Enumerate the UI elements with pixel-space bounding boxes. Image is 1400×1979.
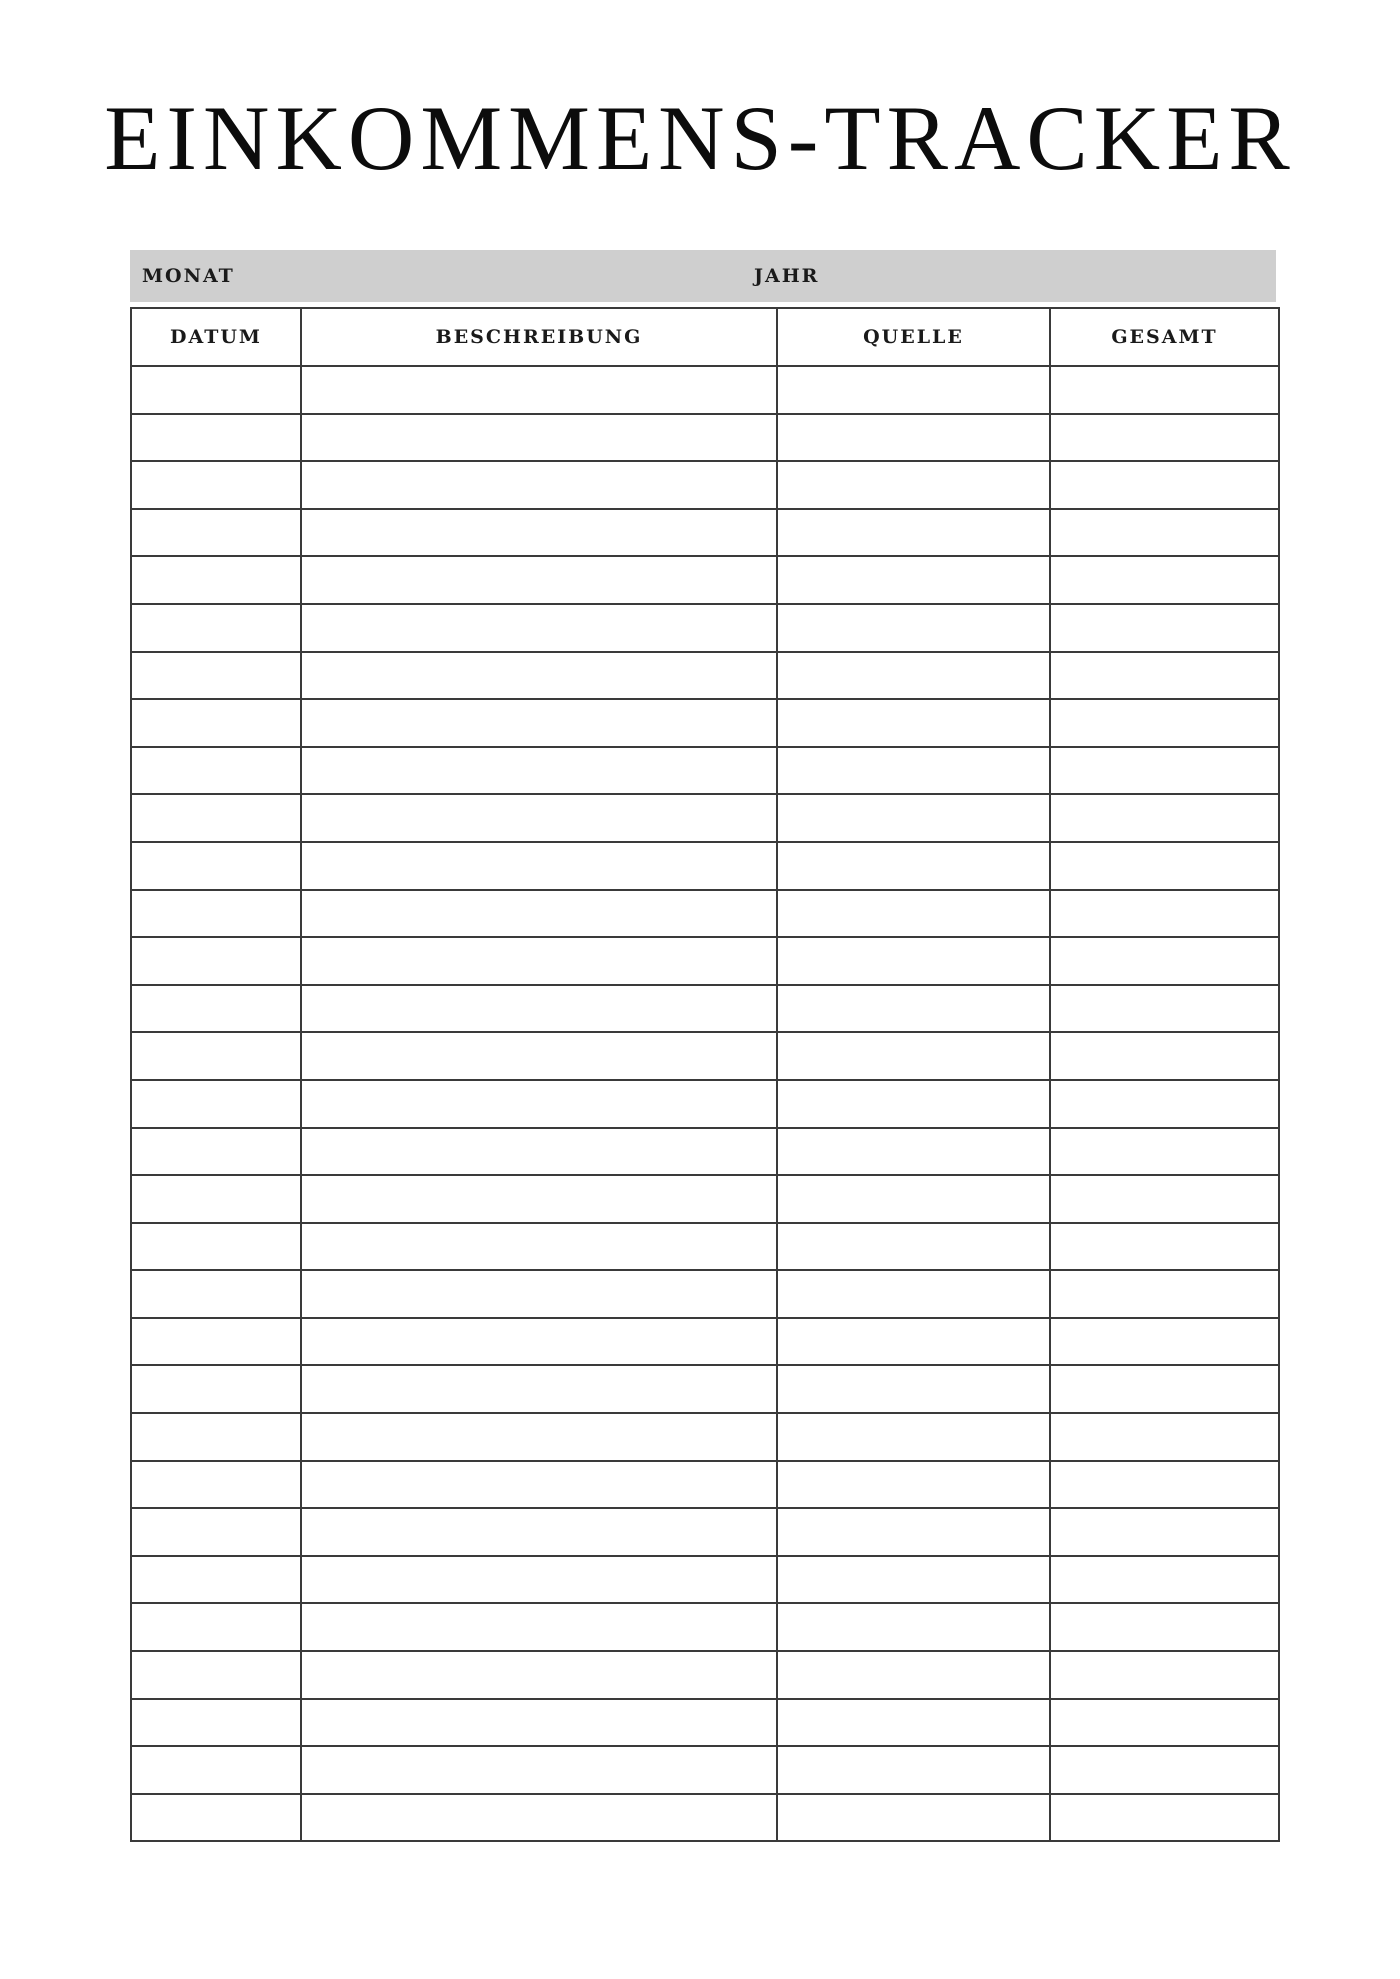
gesamt-cell[interactable]	[1050, 1413, 1279, 1461]
gesamt-cell[interactable]	[1050, 1603, 1279, 1651]
gesamt-cell[interactable]	[1050, 1746, 1279, 1794]
column-header-gesamt: GESAMT	[1050, 308, 1279, 366]
beschreibung-cell[interactable]	[301, 1508, 777, 1556]
quelle-cell[interactable]	[777, 1556, 1050, 1604]
datum-cell[interactable]	[131, 937, 301, 985]
column-header-quelle: QUELLE	[777, 308, 1050, 366]
table-row	[131, 1556, 1279, 1604]
beschreibung-cell[interactable]	[301, 794, 777, 842]
quelle-cell[interactable]	[777, 1794, 1050, 1842]
beschreibung-cell[interactable]	[301, 937, 777, 985]
beschreibung-cell[interactable]	[301, 1556, 777, 1604]
gesamt-cell[interactable]	[1050, 1080, 1279, 1128]
datum-cell[interactable]	[131, 1365, 301, 1413]
gesamt-cell[interactable]	[1050, 794, 1279, 842]
quelle-cell[interactable]	[777, 1699, 1050, 1747]
table-body	[131, 366, 1279, 1841]
table-row	[131, 414, 1279, 462]
quelle-cell[interactable]	[777, 1746, 1050, 1794]
quelle-cell[interactable]	[777, 1365, 1050, 1413]
gesamt-cell[interactable]	[1050, 556, 1279, 604]
quelle-cell[interactable]	[777, 890, 1050, 938]
gesamt-cell[interactable]	[1050, 985, 1279, 1033]
quelle-cell[interactable]	[777, 985, 1050, 1033]
table-row	[131, 747, 1279, 795]
beschreibung-cell[interactable]	[301, 1318, 777, 1366]
datum-cell[interactable]	[131, 414, 301, 462]
gesamt-cell[interactable]	[1050, 1508, 1279, 1556]
gesamt-cell[interactable]	[1050, 1794, 1279, 1842]
datum-cell[interactable]	[131, 1080, 301, 1128]
table-row	[131, 1175, 1279, 1223]
datum-cell[interactable]	[131, 699, 301, 747]
quelle-cell[interactable]	[777, 1032, 1050, 1080]
table-row	[131, 556, 1279, 604]
datum-cell[interactable]	[131, 747, 301, 795]
table-row	[131, 366, 1279, 414]
year-label: JAHR	[754, 265, 820, 287]
beschreibung-cell[interactable]	[301, 1080, 777, 1128]
beschreibung-cell[interactable]	[301, 461, 777, 509]
table-row	[131, 1032, 1279, 1080]
table-row	[131, 937, 1279, 985]
table-row	[131, 1365, 1279, 1413]
datum-cell[interactable]	[131, 1794, 301, 1842]
datum-cell[interactable]	[131, 1651, 301, 1699]
datum-cell[interactable]	[131, 1461, 301, 1509]
gesamt-cell[interactable]	[1050, 1128, 1279, 1176]
month-year-bar	[130, 250, 1276, 302]
datum-cell[interactable]	[131, 985, 301, 1033]
table-row	[131, 1270, 1279, 1318]
month-label: MONAT	[142, 265, 235, 287]
quelle-cell[interactable]	[777, 1318, 1050, 1366]
datum-cell[interactable]	[131, 794, 301, 842]
table-row	[131, 794, 1279, 842]
gesamt-cell[interactable]	[1050, 1270, 1279, 1318]
page-title: EINKOMMENS-TRACKER	[104, 87, 1296, 189]
quelle-cell[interactable]	[777, 509, 1050, 557]
table-row	[131, 842, 1279, 890]
gesamt-cell[interactable]	[1050, 1032, 1279, 1080]
quelle-cell[interactable]	[777, 1175, 1050, 1223]
table-row	[131, 1794, 1279, 1842]
beschreibung-cell[interactable]	[301, 699, 777, 747]
datum-cell[interactable]	[131, 461, 301, 509]
quelle-cell[interactable]	[777, 1223, 1050, 1271]
gesamt-cell[interactable]	[1050, 842, 1279, 890]
datum-cell[interactable]	[131, 652, 301, 700]
beschreibung-cell[interactable]	[301, 509, 777, 557]
table-row	[131, 890, 1279, 938]
table-row	[131, 652, 1279, 700]
beschreibung-cell[interactable]	[301, 1128, 777, 1176]
table-row	[131, 1413, 1279, 1461]
quelle-cell[interactable]	[777, 1270, 1050, 1318]
table-row	[131, 985, 1279, 1033]
beschreibung-cell[interactable]	[301, 1223, 777, 1271]
beschreibung-cell[interactable]	[301, 1746, 777, 1794]
datum-cell[interactable]	[131, 1128, 301, 1176]
gesamt-cell[interactable]	[1050, 652, 1279, 700]
gesamt-cell[interactable]	[1050, 366, 1279, 414]
gesamt-cell[interactable]	[1050, 1651, 1279, 1699]
table-row	[131, 1508, 1279, 1556]
beschreibung-cell[interactable]	[301, 1032, 777, 1080]
quelle-cell[interactable]	[777, 652, 1050, 700]
column-header-datum: DATUM	[131, 308, 301, 366]
beschreibung-cell[interactable]	[301, 366, 777, 414]
datum-cell[interactable]	[131, 604, 301, 652]
quelle-cell[interactable]	[777, 1080, 1050, 1128]
quelle-cell[interactable]	[777, 461, 1050, 509]
beschreibung-cell[interactable]	[301, 842, 777, 890]
beschreibung-cell[interactable]	[301, 1461, 777, 1509]
table-row	[131, 1223, 1279, 1271]
table-row	[131, 1461, 1279, 1509]
gesamt-cell[interactable]	[1050, 1223, 1279, 1271]
beschreibung-cell[interactable]	[301, 604, 777, 652]
table-row	[131, 1651, 1279, 1699]
gesamt-cell[interactable]	[1050, 461, 1279, 509]
quelle-cell[interactable]	[777, 747, 1050, 795]
datum-cell[interactable]	[131, 1603, 301, 1651]
quelle-cell[interactable]	[777, 1461, 1050, 1509]
beschreibung-cell[interactable]	[301, 747, 777, 795]
quelle-cell[interactable]	[777, 1128, 1050, 1176]
table-row	[131, 1318, 1279, 1366]
beschreibung-cell[interactable]	[301, 1699, 777, 1747]
gesamt-cell[interactable]	[1050, 1318, 1279, 1366]
gesamt-cell[interactable]	[1050, 1556, 1279, 1604]
datum-cell[interactable]	[131, 1223, 301, 1271]
column-header-beschreibung: BESCHREIBUNG	[301, 308, 777, 366]
beschreibung-cell[interactable]	[301, 652, 777, 700]
gesamt-cell[interactable]	[1050, 604, 1279, 652]
gesamt-cell[interactable]	[1050, 1461, 1279, 1509]
beschreibung-cell[interactable]	[301, 1365, 777, 1413]
quelle-cell[interactable]	[777, 1603, 1050, 1651]
quelle-cell[interactable]	[777, 1413, 1050, 1461]
beschreibung-cell[interactable]	[301, 1651, 777, 1699]
gesamt-cell[interactable]	[1050, 890, 1279, 938]
beschreibung-cell[interactable]	[301, 1794, 777, 1842]
datum-cell[interactable]	[131, 1413, 301, 1461]
datum-cell[interactable]	[131, 509, 301, 557]
table-row	[131, 509, 1279, 557]
quelle-cell[interactable]	[777, 699, 1050, 747]
beschreibung-cell[interactable]	[301, 1175, 777, 1223]
beschreibung-cell[interactable]	[301, 556, 777, 604]
gesamt-cell[interactable]	[1050, 414, 1279, 462]
quelle-cell[interactable]	[777, 937, 1050, 985]
datum-cell[interactable]	[131, 1032, 301, 1080]
datum-cell[interactable]	[131, 1175, 301, 1223]
quelle-cell[interactable]	[777, 366, 1050, 414]
quelle-cell[interactable]	[777, 604, 1050, 652]
quelle-cell[interactable]	[777, 556, 1050, 604]
table-row	[131, 1603, 1279, 1651]
table-row	[131, 1128, 1279, 1176]
datum-cell[interactable]	[131, 1508, 301, 1556]
table-row	[131, 604, 1279, 652]
datum-cell[interactable]	[131, 1556, 301, 1604]
table-row	[131, 699, 1279, 747]
table-row	[131, 1699, 1279, 1747]
gesamt-cell[interactable]	[1050, 699, 1279, 747]
gesamt-cell[interactable]	[1050, 509, 1279, 557]
beschreibung-cell[interactable]	[301, 1270, 777, 1318]
table-header-row	[131, 308, 1279, 366]
gesamt-cell[interactable]	[1050, 1175, 1279, 1223]
table-row	[131, 1080, 1279, 1128]
gesamt-cell[interactable]	[1050, 1699, 1279, 1747]
beschreibung-cell[interactable]	[301, 985, 777, 1033]
quelle-cell[interactable]	[777, 794, 1050, 842]
beschreibung-cell[interactable]	[301, 890, 777, 938]
datum-cell[interactable]	[131, 890, 301, 938]
table-row	[131, 1746, 1279, 1794]
datum-cell[interactable]	[131, 366, 301, 414]
quelle-cell[interactable]	[777, 842, 1050, 890]
datum-cell[interactable]	[131, 1270, 301, 1318]
datum-cell[interactable]	[131, 1746, 301, 1794]
datum-cell[interactable]	[131, 842, 301, 890]
quelle-cell[interactable]	[777, 1508, 1050, 1556]
datum-cell[interactable]	[131, 1699, 301, 1747]
quelle-cell[interactable]	[777, 414, 1050, 462]
beschreibung-cell[interactable]	[301, 1603, 777, 1651]
datum-cell[interactable]	[131, 1318, 301, 1366]
quelle-cell[interactable]	[777, 1651, 1050, 1699]
gesamt-cell[interactable]	[1050, 937, 1279, 985]
beschreibung-cell[interactable]	[301, 1413, 777, 1461]
table-row	[131, 461, 1279, 509]
beschreibung-cell[interactable]	[301, 414, 777, 462]
income-table	[130, 307, 1280, 1842]
datum-cell[interactable]	[131, 556, 301, 604]
gesamt-cell[interactable]	[1050, 747, 1279, 795]
gesamt-cell[interactable]	[1050, 1365, 1279, 1413]
